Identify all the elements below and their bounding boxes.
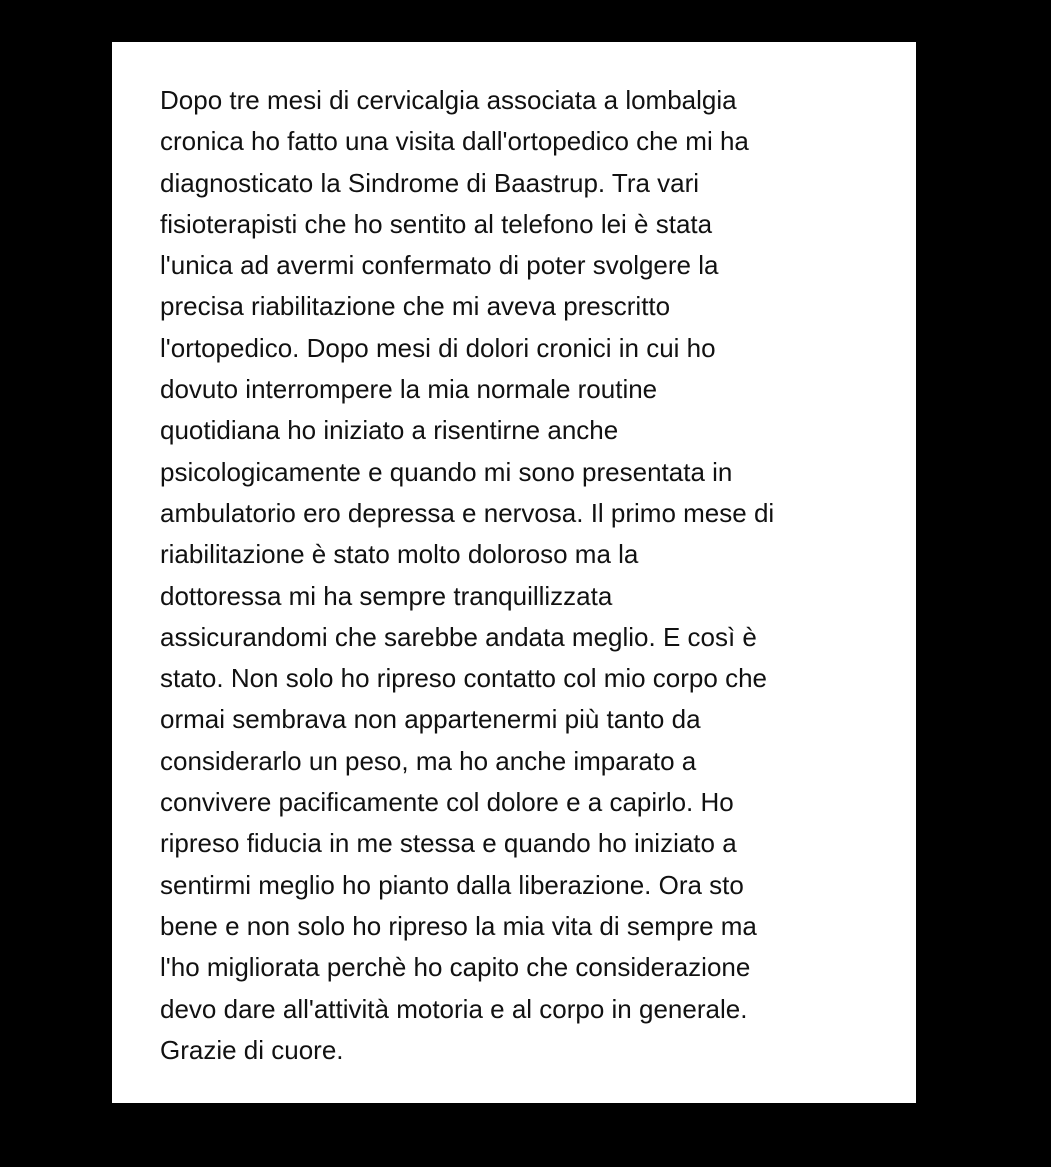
text-line: fisioterapisti che ho sentito al telefono lei è stata xyxy=(160,208,713,239)
text-line: Grazie di cuore. xyxy=(160,1034,344,1065)
text-line: stato. Non solo ho ripreso contatto col mio corpo che xyxy=(160,663,767,694)
text-line: l'ortopedico. Dopo mesi di dolori cronici in cui ho xyxy=(160,332,716,363)
text-line: ambulatorio ero depressa e nervosa. Il primo mese di xyxy=(160,497,775,528)
text-line: assicurandomi che sarebbe andata meglio. E così è xyxy=(160,621,757,652)
text-line: cronica ho fatto una visita dall'ortopedico che mi ha xyxy=(160,126,749,157)
text-line: riabilitazione è stato molto doloroso ma la xyxy=(160,539,639,570)
text-line: devo dare all'attività motoria e al corpo in generale. xyxy=(160,993,748,1024)
text-line: psicologicamente e quando mi sono presentata in xyxy=(160,456,733,487)
text-line: dottoressa mi ha sempre tranquillizzata xyxy=(160,580,613,611)
text-line: ormai sembrava non appartenermi più tanto da xyxy=(160,704,701,735)
text-line: l'unica ad avermi confermato di poter svolgere la xyxy=(160,250,719,281)
text-line: l'ho migliorata perchè ho capito che considerazione xyxy=(160,952,751,983)
text-line: convivere pacificamente col dolore e a capirlo. Ho xyxy=(160,787,734,818)
text-line: ripreso fiducia in me stessa e quando ho iniziato a xyxy=(160,828,737,859)
text-line: diagnosticato la Sindrome di Baastrup. Tra vari xyxy=(160,167,700,198)
text-line: Dopo tre mesi di cervicalgia associata a lombalgia xyxy=(160,85,737,115)
text-line: quotidiana ho iniziato a risentirne anche xyxy=(160,415,619,446)
text-line: sentirmi meglio ho pianto dalla liberazione. Ora sto xyxy=(160,869,744,900)
text-line: considerarlo un peso, ma ho anche imparato a xyxy=(160,745,697,776)
text-line: precisa riabilitazione che mi aveva prescritto xyxy=(160,291,671,322)
testimonial-card xyxy=(112,42,916,1103)
text-line: bene e non solo ho ripreso la mia vita di sempre ma xyxy=(160,910,757,941)
text-line: dovuto interrompere la mia normale routine xyxy=(160,374,658,405)
